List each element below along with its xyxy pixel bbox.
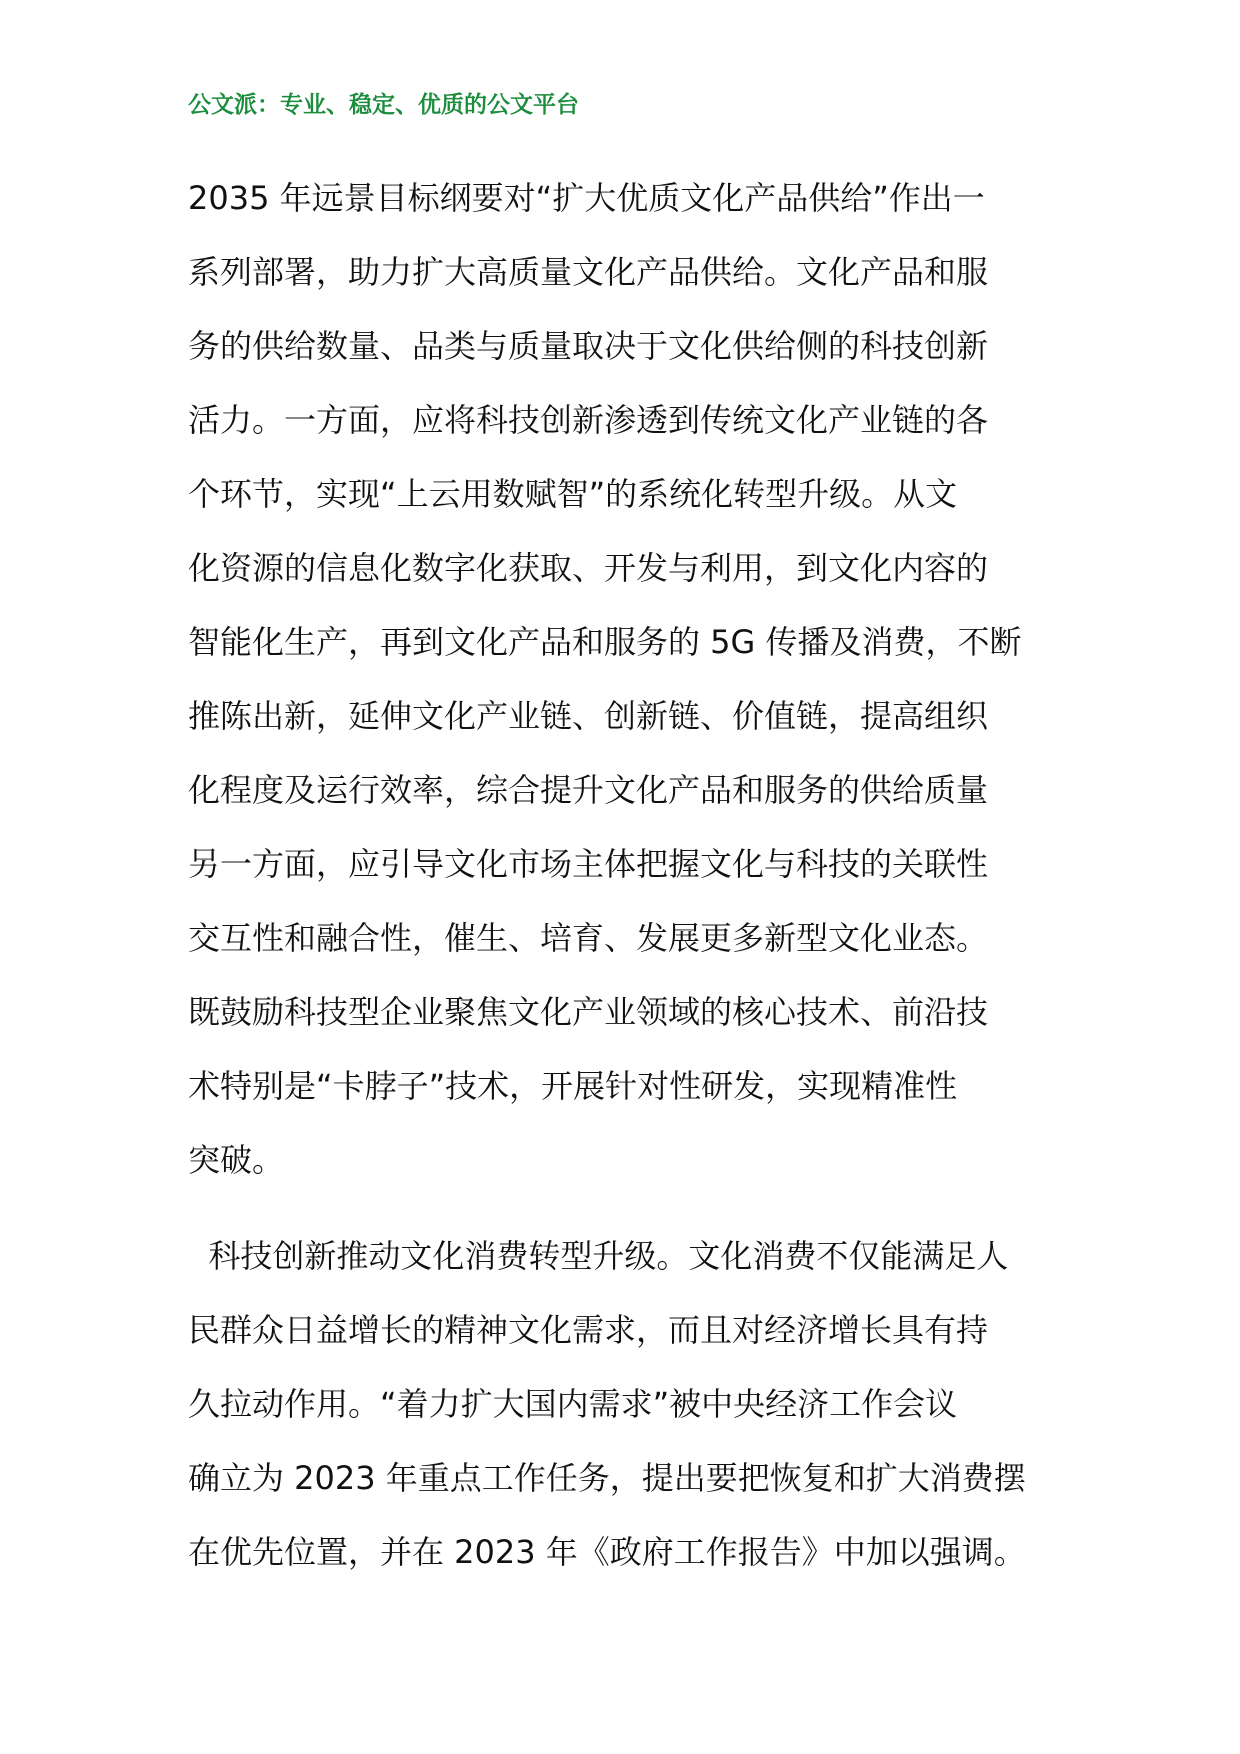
text-line: 在优先位置，并在 2023 年《政府工作报告》中加以强调。 xyxy=(188,1533,1026,1571)
text-line: 务的供给数量、品类与质量取决于文化供给侧的科技创新 xyxy=(188,327,989,365)
text-line: 智能化生产，再到文化产品和服务的 5G 传播及消费，不断 xyxy=(188,623,1022,661)
text-line: 2035 年远景目标纲要对“扩大优质文化产品供给”作出一 xyxy=(188,179,985,217)
text-line: 突破。 xyxy=(188,1141,285,1179)
text-line: 活力。一方面，应将科技创新渗透到传统文化产业链的各 xyxy=(188,401,989,439)
text-line: 化程度及运行效率，综合提升文化产品和服务的供给质量 xyxy=(188,771,989,809)
text-line: 推陈出新，延伸文化产业链、创新链、价值链，提高组织 xyxy=(188,697,989,735)
text-line: 化资源的信息化数字化获取、开发与利用，到文化内容的 xyxy=(188,549,989,587)
text-line: 系列部署，助力扩大高质量文化产品供给。文化产品和服 xyxy=(188,253,989,291)
text-line: 术特别是“卡脖子”技术，开展针对性研发，实现精准性 xyxy=(188,1067,958,1105)
text-line: 民群众日益增长的精神文化需求，而且对经济增长具有持 xyxy=(188,1311,989,1349)
text-line: 久拉动作用。“着力扩大国内需求”被中央经济工作会议 xyxy=(188,1385,958,1423)
text-line: 交互性和融合性，催生、培育、发展更多新型文化业态。 xyxy=(188,919,989,957)
text-line: 另一方面，应引导文化市场主体把握文化与科技的关联性 xyxy=(188,845,989,883)
text-line: 既鼓励科技型企业聚焦文化产业领域的核心技术、前沿技 xyxy=(188,993,989,1031)
page-header: 公文派：专业、稳定、优质的公文平台 xyxy=(188,91,579,118)
text-line: 科技创新推动文化消费转型升级。文化消费不仅能满足人 xyxy=(188,1237,1009,1275)
text-line: 个环节，实现“上云用数赋智”的系统化转型升级。从文 xyxy=(188,475,958,513)
text-line: 确立为 2023 年重点工作任务，提出要把恢复和扩大消费摆 xyxy=(188,1459,1026,1497)
